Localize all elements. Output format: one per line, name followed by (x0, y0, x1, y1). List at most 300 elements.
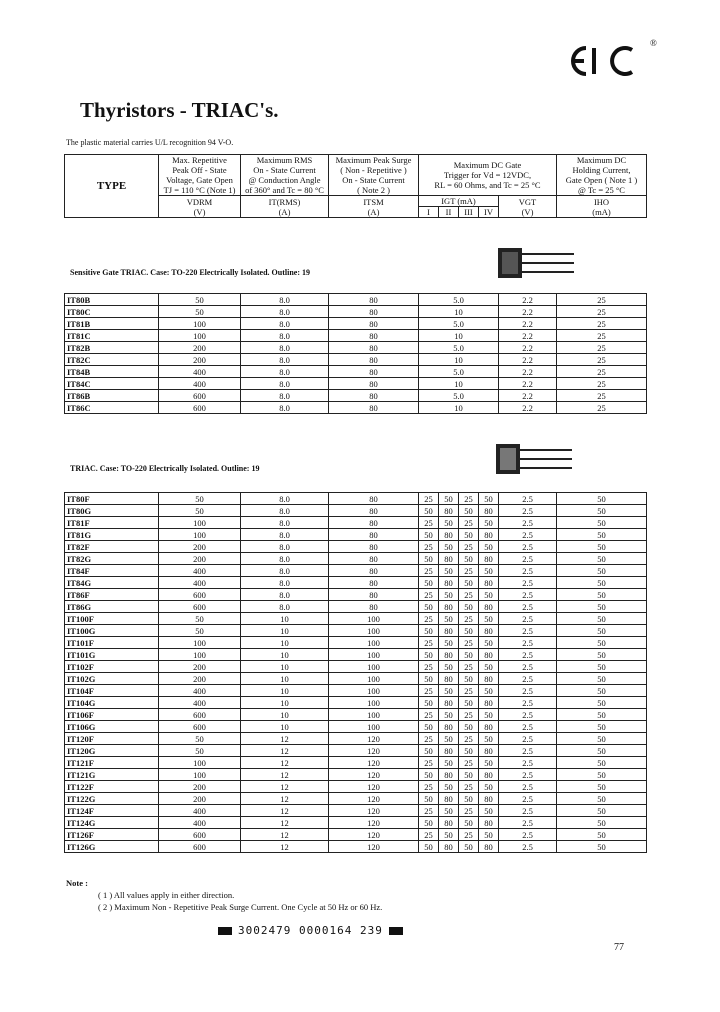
type-cell: IT101F (65, 637, 159, 649)
value-cell: 2.2 (499, 330, 557, 342)
type-cell: IT126G (65, 841, 159, 853)
value-cell: 8.0 (241, 366, 329, 378)
value-cell: 50 (419, 553, 439, 565)
quadrant-1: I (419, 207, 439, 218)
quadrant-3: III (459, 207, 479, 218)
value-cell: 50 (459, 529, 479, 541)
value-cell: 10 (241, 661, 329, 673)
value-cell: 25 (419, 805, 439, 817)
type-cell: IT86F (65, 589, 159, 601)
value-cell: 100 (329, 697, 419, 709)
value-cell: 50 (439, 517, 459, 529)
table-row (65, 553, 647, 565)
type-cell: IT106F (65, 709, 159, 721)
value-cell: 200 (159, 781, 241, 793)
value-cell: 10 (241, 709, 329, 721)
material-note: The plastic material carries U/L recognition 94 V-O. (66, 138, 234, 147)
value-cell: 2.2 (499, 390, 557, 402)
value-cell: 50 (479, 661, 499, 673)
value-cell: 50 (439, 709, 459, 721)
type-cell: IT82B (65, 342, 159, 354)
igt-header: Maximum DC Gate Trigger for Vd = 12VDC, RL = 60 Ohms, and Tc = 25 °C (419, 155, 557, 196)
value-cell: 10 (241, 625, 329, 637)
value-cell: 50 (439, 613, 459, 625)
value-cell: 25 (419, 637, 439, 649)
value-cell: 100 (159, 769, 241, 781)
value-cell: 80 (479, 625, 499, 637)
value-cell: 50 (459, 577, 479, 589)
value-cell: 50 (557, 781, 647, 793)
value-cell: 50 (557, 565, 647, 577)
table-row (65, 342, 647, 354)
value-cell: 50 (459, 625, 479, 637)
value-cell: 2.5 (499, 685, 557, 697)
table-row (65, 733, 647, 745)
value-cell: 2.5 (499, 841, 557, 853)
value-cell: 25 (459, 685, 479, 697)
sensitive-gate-table (64, 293, 647, 414)
to220-package-image (496, 246, 576, 280)
table-row (65, 517, 647, 529)
value-cell: 200 (159, 673, 241, 685)
type-cell: IT120F (65, 733, 159, 745)
value-cell: 25 (419, 541, 439, 553)
value-cell: 25 (557, 318, 647, 330)
value-cell: 50 (419, 841, 439, 853)
value-cell: 50 (159, 625, 241, 637)
value-cell: 50 (439, 829, 459, 841)
value-cell: 100 (329, 625, 419, 637)
value-cell: 50 (159, 733, 241, 745)
value-cell: 50 (479, 541, 499, 553)
value-cell: 100 (159, 330, 241, 342)
value-cell: 80 (439, 529, 459, 541)
value-cell: 2.5 (499, 565, 557, 577)
value-cell: 8.0 (241, 505, 329, 517)
value-cell: 25 (557, 342, 647, 354)
value-cell: 2.5 (499, 829, 557, 841)
value-cell: 80 (329, 318, 419, 330)
value-cell: 2.5 (499, 673, 557, 685)
value-cell: 25 (459, 709, 479, 721)
type-cell: IT102F (65, 661, 159, 673)
value-cell: 2.2 (499, 402, 557, 414)
value-cell: 8.0 (241, 318, 329, 330)
value-cell: 2.5 (499, 817, 557, 829)
type-cell: IT86G (65, 601, 159, 613)
value-cell: 50 (419, 601, 439, 613)
value-cell: 600 (159, 390, 241, 402)
page-number: 77 (614, 942, 624, 953)
value-cell: 50 (557, 721, 647, 733)
type-cell: IT121F (65, 757, 159, 769)
value-cell: 200 (159, 661, 241, 673)
value-cell: 50 (419, 721, 439, 733)
type-cell: IT120G (65, 745, 159, 757)
value-cell: 80 (439, 793, 459, 805)
barcode-block (389, 927, 403, 935)
value-cell: 100 (159, 318, 241, 330)
value-cell: 50 (419, 769, 439, 781)
value-cell: 50 (557, 817, 647, 829)
type-cell: IT81C (65, 330, 159, 342)
value-cell: 80 (479, 649, 499, 661)
value-cell: 50 (439, 541, 459, 553)
value-cell: 25 (557, 330, 647, 342)
value-cell: 80 (479, 817, 499, 829)
value-cell: 8.0 (241, 354, 329, 366)
table-row (65, 354, 647, 366)
value-cell: 50 (557, 805, 647, 817)
value-cell: 400 (159, 685, 241, 697)
table-row (65, 529, 647, 541)
value-cell: 50 (459, 793, 479, 805)
value-cell: 8.0 (241, 342, 329, 354)
type-cell: IT82F (65, 541, 159, 553)
value-cell: 100 (329, 649, 419, 661)
eic-logo (566, 40, 640, 82)
value-cell: 50 (439, 565, 459, 577)
value-cell: 2.5 (499, 529, 557, 541)
value-cell: 25 (419, 781, 439, 793)
type-cell: IT80C (65, 306, 159, 318)
quadrant-4: IV (479, 207, 499, 218)
value-cell: 50 (479, 589, 499, 601)
value-cell: 50 (557, 517, 647, 529)
value-cell: 50 (159, 493, 241, 505)
value-cell: 120 (329, 745, 419, 757)
type-cell: IT106G (65, 721, 159, 733)
value-cell: 50 (479, 685, 499, 697)
value-cell: 80 (439, 625, 459, 637)
value-cell: 2.2 (499, 318, 557, 330)
type-cell: IT81B (65, 318, 159, 330)
value-cell: 25 (419, 613, 439, 625)
value-cell: 10 (241, 637, 329, 649)
value-cell: 120 (329, 757, 419, 769)
value-cell: 50 (459, 745, 479, 757)
table-row (65, 402, 647, 414)
value-cell: 80 (479, 793, 499, 805)
value-cell: 12 (241, 733, 329, 745)
ih-header: Maximum DC Holding Current, Gate Open ( Note 1 ) @ Tc = 25 °C (557, 155, 647, 196)
value-cell: 50 (557, 661, 647, 673)
value-cell: 100 (159, 649, 241, 661)
value-cell: 25 (459, 541, 479, 553)
notes-label: Note : (66, 878, 88, 888)
value-cell: 600 (159, 402, 241, 414)
type-cell: IT86B (65, 390, 159, 402)
value-cell: 25 (557, 306, 647, 318)
value-cell: 80 (329, 306, 419, 318)
value-cell: 25 (419, 589, 439, 601)
value-cell: 10 (419, 330, 499, 342)
value-cell: 100 (329, 613, 419, 625)
value-cell: 50 (439, 637, 459, 649)
value-cell: 80 (329, 553, 419, 565)
type-cell: IT101G (65, 649, 159, 661)
value-cell: 10 (241, 685, 329, 697)
value-cell: 2.5 (499, 757, 557, 769)
value-cell: 600 (159, 829, 241, 841)
value-cell: 400 (159, 565, 241, 577)
table-row (65, 493, 647, 505)
value-cell: 50 (479, 829, 499, 841)
value-cell: 80 (439, 601, 459, 613)
value-cell: 100 (159, 757, 241, 769)
value-cell: 80 (479, 577, 499, 589)
value-cell: 50 (557, 769, 647, 781)
value-cell: 2.5 (499, 589, 557, 601)
value-cell: 100 (329, 637, 419, 649)
value-cell: 50 (557, 649, 647, 661)
value-cell: 50 (159, 306, 241, 318)
value-cell: 600 (159, 589, 241, 601)
value-cell: 400 (159, 577, 241, 589)
value-cell: 120 (329, 793, 419, 805)
value-cell: 120 (329, 829, 419, 841)
value-cell: 50 (479, 757, 499, 769)
value-cell: 2.5 (499, 577, 557, 589)
value-cell: 50 (159, 613, 241, 625)
value-cell: 50 (459, 697, 479, 709)
table-row (65, 378, 647, 390)
value-cell: 200 (159, 553, 241, 565)
value-cell: 12 (241, 829, 329, 841)
value-cell: 80 (479, 769, 499, 781)
value-cell: 50 (557, 529, 647, 541)
value-cell: 80 (329, 294, 419, 306)
section-label-sensitive-gate: Sensitive Gate TRIAC. Case: TO-220 Electrically Isolated. Outline: 19 (70, 268, 310, 277)
value-cell: 80 (329, 330, 419, 342)
value-cell: 50 (479, 709, 499, 721)
type-cell: IT82C (65, 354, 159, 366)
table-row (65, 817, 647, 829)
table-row (65, 697, 647, 709)
value-cell: 5.0 (419, 318, 499, 330)
to220-package-image (494, 442, 574, 476)
value-cell: 80 (479, 529, 499, 541)
value-cell: 8.0 (241, 601, 329, 613)
value-cell: 50 (439, 757, 459, 769)
value-cell: 80 (479, 673, 499, 685)
value-cell: 2.5 (499, 613, 557, 625)
to220-package-icon (496, 246, 576, 280)
value-cell: 80 (479, 553, 499, 565)
type-cell: IT84F (65, 565, 159, 577)
value-cell: 12 (241, 841, 329, 853)
value-cell: 8.0 (241, 493, 329, 505)
table-row (65, 390, 647, 402)
value-cell: 50 (557, 577, 647, 589)
value-cell: 5.0 (419, 294, 499, 306)
value-cell: 80 (439, 745, 459, 757)
value-cell: 80 (439, 769, 459, 781)
value-cell: 50 (439, 493, 459, 505)
value-cell: 25 (459, 757, 479, 769)
itrms-symbol: IT(RMS) (A) (241, 196, 329, 218)
value-cell: 25 (557, 390, 647, 402)
value-cell: 10 (241, 673, 329, 685)
value-cell: 5.0 (419, 342, 499, 354)
igt-symbol: IGT (mA) (419, 196, 499, 207)
value-cell: 50 (439, 661, 459, 673)
table-row (65, 306, 647, 318)
value-cell: 8.0 (241, 553, 329, 565)
value-cell: 25 (419, 829, 439, 841)
value-cell: 50 (479, 613, 499, 625)
table-row (65, 637, 647, 649)
value-cell: 8.0 (241, 529, 329, 541)
value-cell: 2.5 (499, 637, 557, 649)
value-cell: 25 (419, 685, 439, 697)
type-cell: IT100F (65, 613, 159, 625)
table-row (65, 366, 647, 378)
itrms-header: Maximum RMS On - State Current @ Conduction Angle of 360° and Tc = 80 °C (241, 155, 329, 196)
value-cell: 25 (557, 366, 647, 378)
value-cell: 50 (419, 505, 439, 517)
value-cell: 50 (557, 733, 647, 745)
value-cell: 50 (557, 745, 647, 757)
value-cell: 400 (159, 805, 241, 817)
ih-symbol: IHO (mA) (557, 196, 647, 218)
value-cell: 50 (479, 637, 499, 649)
type-cell: IT126F (65, 829, 159, 841)
value-cell: 25 (459, 805, 479, 817)
value-cell: 50 (439, 781, 459, 793)
value-cell: 400 (159, 697, 241, 709)
value-cell: 25 (557, 378, 647, 390)
barcode-block (218, 927, 232, 935)
value-cell: 25 (419, 733, 439, 745)
value-cell: 50 (439, 685, 459, 697)
value-cell: 8.0 (241, 541, 329, 553)
type-cell: IT80B (65, 294, 159, 306)
type-cell: IT82G (65, 553, 159, 565)
type-cell: IT122F (65, 781, 159, 793)
table-row (65, 318, 647, 330)
value-cell: 50 (419, 817, 439, 829)
value-cell: 2.5 (499, 661, 557, 673)
value-cell: 25 (459, 661, 479, 673)
value-cell: 8.0 (241, 330, 329, 342)
value-cell: 12 (241, 793, 329, 805)
value-cell: 8.0 (241, 577, 329, 589)
value-cell: 80 (479, 721, 499, 733)
value-cell: 600 (159, 709, 241, 721)
value-cell: 80 (329, 565, 419, 577)
section-label-triac: TRIAC. Case: TO-220 Electrically Isolated. Outline: 19 (70, 464, 260, 473)
value-cell: 50 (479, 565, 499, 577)
type-cell: IT121G (65, 769, 159, 781)
value-cell: 100 (159, 637, 241, 649)
value-cell: 50 (557, 553, 647, 565)
value-cell: 50 (159, 745, 241, 757)
value-cell: 50 (419, 625, 439, 637)
value-cell: 80 (479, 841, 499, 853)
value-cell: 80 (479, 745, 499, 757)
table-row (65, 577, 647, 589)
value-cell: 25 (419, 757, 439, 769)
value-cell: 25 (419, 709, 439, 721)
value-cell: 25 (419, 661, 439, 673)
value-cell: 50 (419, 649, 439, 661)
value-cell: 50 (479, 733, 499, 745)
value-cell: 2.2 (499, 342, 557, 354)
value-cell: 600 (159, 601, 241, 613)
table-row (65, 745, 647, 757)
value-cell: 80 (439, 649, 459, 661)
value-cell: 50 (459, 673, 479, 685)
value-cell: 2.5 (499, 721, 557, 733)
value-cell: 80 (329, 505, 419, 517)
value-cell: 100 (329, 721, 419, 733)
value-cell: 8.0 (241, 517, 329, 529)
value-cell: 80 (439, 553, 459, 565)
value-cell: 50 (459, 505, 479, 517)
quadrant-2: II (439, 207, 459, 218)
value-cell: 8.0 (241, 306, 329, 318)
triac-table (64, 492, 647, 853)
value-cell: 80 (479, 697, 499, 709)
vdrm-symbol: VDRM (V) (159, 196, 241, 218)
type-cell: IT81G (65, 529, 159, 541)
table-row (65, 769, 647, 781)
eic-logo-icon (566, 40, 640, 82)
value-cell: 50 (439, 805, 459, 817)
value-cell: 100 (329, 673, 419, 685)
type-cell: IT80F (65, 493, 159, 505)
value-cell: 10 (241, 697, 329, 709)
value-cell: 10 (419, 378, 499, 390)
value-cell: 80 (439, 697, 459, 709)
value-cell: 50 (459, 817, 479, 829)
value-cell: 25 (459, 637, 479, 649)
table-row (65, 781, 647, 793)
value-cell: 5.0 (419, 366, 499, 378)
value-cell: 80 (329, 517, 419, 529)
value-cell: 2.5 (499, 649, 557, 661)
table-row (65, 649, 647, 661)
value-cell: 50 (479, 781, 499, 793)
page-title: Thyristors - TRIAC's. (80, 98, 279, 122)
value-cell: 120 (329, 781, 419, 793)
vdrm-header: Max. Repetitive Peak Off - State Voltage, Gate Open TJ = 110 °C (Note 1) (159, 155, 241, 196)
value-cell: 10 (419, 354, 499, 366)
value-cell: 12 (241, 781, 329, 793)
value-cell: 25 (419, 565, 439, 577)
table-row (65, 505, 647, 517)
type-cell: IT104G (65, 697, 159, 709)
value-cell: 80 (439, 505, 459, 517)
value-cell: 2.5 (499, 769, 557, 781)
value-cell: 50 (479, 493, 499, 505)
value-cell: 10 (241, 649, 329, 661)
value-cell: 25 (459, 613, 479, 625)
value-cell: 120 (329, 817, 419, 829)
table-row (65, 541, 647, 553)
value-cell: 12 (241, 757, 329, 769)
value-cell: 25 (459, 517, 479, 529)
value-cell: 25 (557, 294, 647, 306)
table-row (65, 589, 647, 601)
value-cell: 25 (419, 517, 439, 529)
value-cell: 2.5 (499, 745, 557, 757)
to220-package-icon (494, 442, 574, 476)
table-row (65, 613, 647, 625)
table-row (65, 330, 647, 342)
value-cell: 2.5 (499, 805, 557, 817)
